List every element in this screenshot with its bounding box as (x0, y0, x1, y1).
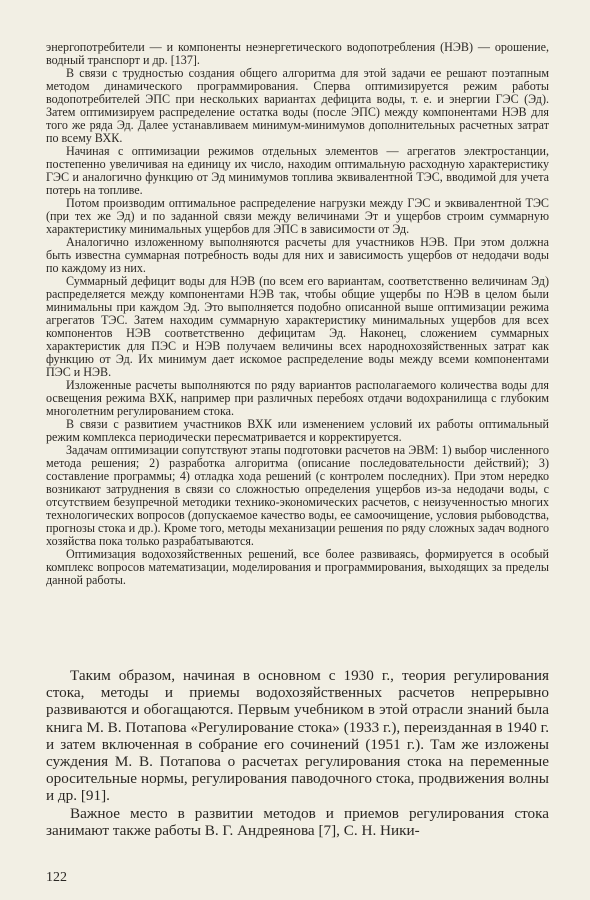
paragraph: Важное место в развитии методов и приемов регулирования стока занимают также работы В. Г. Андреянова [7], С. Н. Ники- (46, 804, 549, 839)
paragraph: В связи с развитием участников ВХК или изменением условий их работы оптимальный режим комплекса периодически пересматривается и корректируется. (46, 417, 549, 444)
paragraph: Изложенные расчеты выполняются по ряду вариантов располагаемого количества воды для освещения режима ВХК, например при различных перебоях отдачи водохранилища с глубоким многолетним регулированием стока. (46, 378, 549, 418)
paragraph: Аналогично изложенному выполняются расчеты для участников НЭВ. При этом должна быть известна суммарная потребность воды для них и зависимость ущербов от недодачи воды по каждому из них. (46, 235, 549, 275)
paragraph: Задачам оптимизации сопутствуют этапы подготовки расчетов на ЭВМ: 1) выбор численного метода решения; 2) разработка алгоритма (описание последовательности действий); 3) составление программы; 4) отладка хода решений (с контролем последних). При этом нередко возникают затруднения в связи со сложностью определения ущербов из-за недодачи воды, с отсутствием безупречной методики технико-экономических расчетов, с неизученностью многих технологических вопросов (допускаемое качество воды, ее самоочищение, условия рыбоводства, прогнозы стока и др.). Кроме того, методы механизации решения по ряду сложных задач водного хозяйства пока только разрабатываются. (46, 443, 549, 548)
main-text-section (46, 667, 549, 839)
paragraph: Оптимизация водохозяйственных решений, все более развиваясь, формируется в особый комплекс вопросов математизации, моделирования и программирования, выходящих за пределы данной работы. (46, 547, 549, 587)
paragraph: Начиная с оптимизации режимов отдельных элементов — агрегатов электростанции, постепенно увеличивая на единицу их число, находим оптимальную расходную характеристику ГЭС и аналогично функцию от Эд минимумов топлива эквивалентной ТЭС, вводимой для учета потерь на топливе. (46, 144, 549, 197)
paragraph: Суммарный дефицит воды для НЭВ (по всем его вариантам, соответственно величинам Эд) распределяется между компонентами НЭВ так, чтобы общие ущербы по НЭВ в целом были минимальны при каждом Эд. Это выполняется подобно описанной выше оптимизации режима агрегатов ТЭС. Затем находим суммарную характеристику минимальных ущербов для всех компонентов НЭВ соответственно дефицитам Эд. Наконец, сложением суммарных характеристик для ПЭС и НЭВ получаем величины всех народнохозяйственных затрат как функцию от Эд. Их минимум дает искомое распределение воды между всеми компонентами ПЭС и НЭВ. (46, 274, 549, 379)
paragraph: энергопотребители — и компоненты неэнергетического водопотребления (НЭВ) — орошение, водный транспорт и др. [137]. (46, 40, 549, 67)
paragraph: В связи с трудностью создания общего алгоритма для этой задачи ее решают поэтапным методом динамического программирования. Сперва оптимизируется режим работы водопотребителей ЭПС при нескольких вариантах дефицита воды, т. е. и энергии ГЭС (Эд). Затем оптимизируем распределение остатка воды (после ЭПС) между компонентами НЭВ для того же ряда Эд. Далее устанавливаем минимум-минимумов дополнительных расчетных затрат по всему ВХК. (46, 66, 549, 145)
small-print-section (46, 41, 549, 587)
paragraph: Потом производим оптимальное распределение нагрузки между ГЭС и эквивалентной ТЭС (при тех же Эд) и по заданной связи между величинами Эт и ущербов строим суммарную характеристику минимальных ущербов для ЭПС в зависимости от Эд. (46, 196, 549, 236)
paragraph: Таким образом, начиная в основном с 1930 г., теория регулирования стока, методы и приемы водохозяйственных расчетов непрерывно развиваются и обогащаются. Первым учебником в этой отрасли знаний была книга М. В. Потапова «Регулирование стока» (1933 г.), переизданная в 1940 г. и затем включенная в собрание его сочинений (1951 г.). Там же изложены суждения М. В. Потапова о расчетах регулирования стока на переменные оросительные нормы, регулирования паводочного стока, продвижения волны и др. [91]. (46, 667, 549, 805)
page-number: 122 (46, 870, 67, 885)
